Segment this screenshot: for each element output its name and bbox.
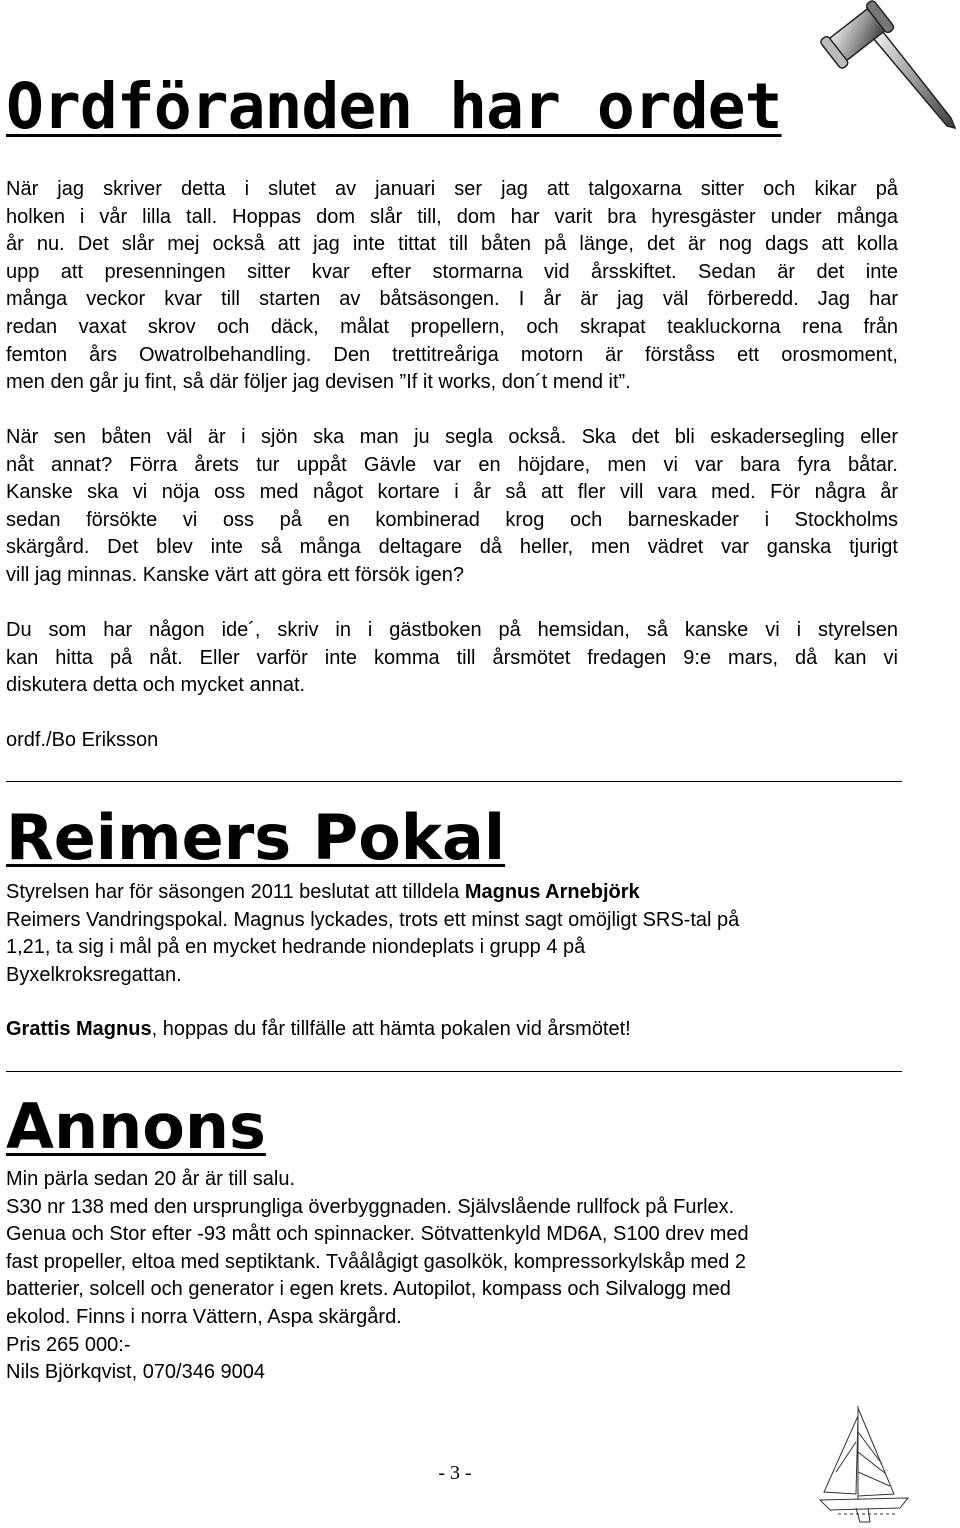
text-line: kan hitta på nåt. Eller varför inte komma till årsmötet fredagen 9:e mars, då kan vi (6, 646, 898, 669)
paragraph-ideas (6, 617, 898, 700)
text-line: redan vaxat skrov och däck, målat propellern, och skrapat teakluckorna rena från (6, 315, 898, 338)
paragraph-annons (6, 1166, 898, 1387)
text-span: Styrelsen har för säsongen 2011 beslutat att tilldela (6, 881, 465, 903)
divider (6, 781, 902, 782)
text-line: S30 nr 138 med den ursprungliga överbyggnaden. Självslående rullfock på Furlex. (6, 1195, 735, 1218)
text-line: nåt annat? Förra årets tur uppåt Gävle var en höjdare, men vi var bara fyra båtar. (6, 453, 898, 476)
text-line: skärgård. Det blev inte så många deltagare då heller, men vädret var ganska tjurigt (6, 536, 898, 559)
paragraph-sailing (6, 424, 898, 590)
text-line: 1,21, ta sig i mål på en mycket hedrande niondeplats i grupp 4 på (6, 936, 586, 959)
text-line: sedan försökte vi oss på en kombinerad krog och barneskader i Stockholms (6, 508, 898, 531)
text-line: batterier, solcell och generator i egen krets. Autopilot, kompass och Silvalogg med (6, 1278, 731, 1301)
text-line: När jag skriver detta i slutet av januari ser jag att talgoxarna sitter och kikar på (6, 178, 898, 200)
winner-name: Magnus Arnebjörk (464, 881, 640, 903)
text-line: Min pärla sedan 20 år är till salu. (6, 1168, 296, 1190)
page-number: - 3 - (438, 1462, 472, 1484)
text-line: år nu. Det slår mej också att jag inte tittat till båten på länge, det är nog dags att kolla (6, 233, 898, 256)
paragraph-reimers (6, 879, 898, 989)
text-line: fast propeller, eltoa med septiktank. Tvåålågigt gasolkök, kompressorkylskåp med 2 (6, 1250, 746, 1273)
paragraph-congrats (6, 1016, 898, 1044)
text-line: Nils Björkqvist, 070/346 9004 (6, 1361, 266, 1384)
text-line: Reimers Vandringspokal. Magnus lyckades, trots ett minst sagt omöjligt SRS-tal på (6, 908, 740, 931)
text-line: många veckor kvar till starten av båtsäsongen. I år är jag väl förberedd. Jag har (6, 288, 898, 311)
text-line: ekolod. Finns i norra Vättern, Aspa skärgård. (6, 1305, 402, 1328)
section-heading-ordforanden: Ordföranden har ordet (6, 70, 782, 143)
congrats-bold: Grattis Magnus (6, 1018, 152, 1040)
gavel-icon (815, 0, 960, 140)
section-heading-reimers-pokal: Reimers Pokal (6, 801, 506, 874)
text-line: upp att presenningen sitter kvar efter stormarna vid årsskiftet. Sedan är det inte (6, 260, 898, 283)
text-line: Pris 265 000:- (6, 1333, 131, 1356)
text-line: Byxelkroksregattan. (6, 963, 182, 986)
divider (6, 1071, 902, 1072)
text-line: Kanske ska vi nöja oss med något kortare i år så att fler vill vara med. För några år (6, 481, 898, 504)
text-line: diskutera detta och mycket annat. (6, 674, 306, 697)
text-line: Du som har någon ide´, skriv in i gästboken på hemsidan, så kanske vi i styrelsen (6, 619, 898, 641)
section-heading-annons: Annons (6, 1090, 266, 1163)
text-line: femton års Owatrolbehandling. Den trettitreåriga motorn är förståss ett orosmoment, (6, 343, 898, 366)
sailboat-icon (808, 1402, 932, 1526)
signature: ordf./Bo Eriksson (6, 729, 159, 751)
text-line: holken i vår lilla tall. Hoppas dom slår till, dom har varit bra hyresgäster under många (6, 205, 898, 228)
text-line: När sen båten väl är i sjön ska man ju segla också. Ska det bli eskadersegling eller (6, 426, 898, 448)
text-line: vill jag minnas. Kanske värt att göra ett försök igen? (6, 563, 465, 586)
text-line: men den går ju fint, så där följer jag devisen ”If it works, don´t mend it”. (6, 371, 631, 394)
paragraph-intro (6, 176, 898, 397)
text-span: , hoppas du får tillfälle att hämta pokalen vid årsmötet! (151, 1018, 631, 1040)
text-line: Genua och Stor efter -93 mått och spinnacker. Sötvattenkyld MD6A, S100 drev med (6, 1223, 749, 1246)
